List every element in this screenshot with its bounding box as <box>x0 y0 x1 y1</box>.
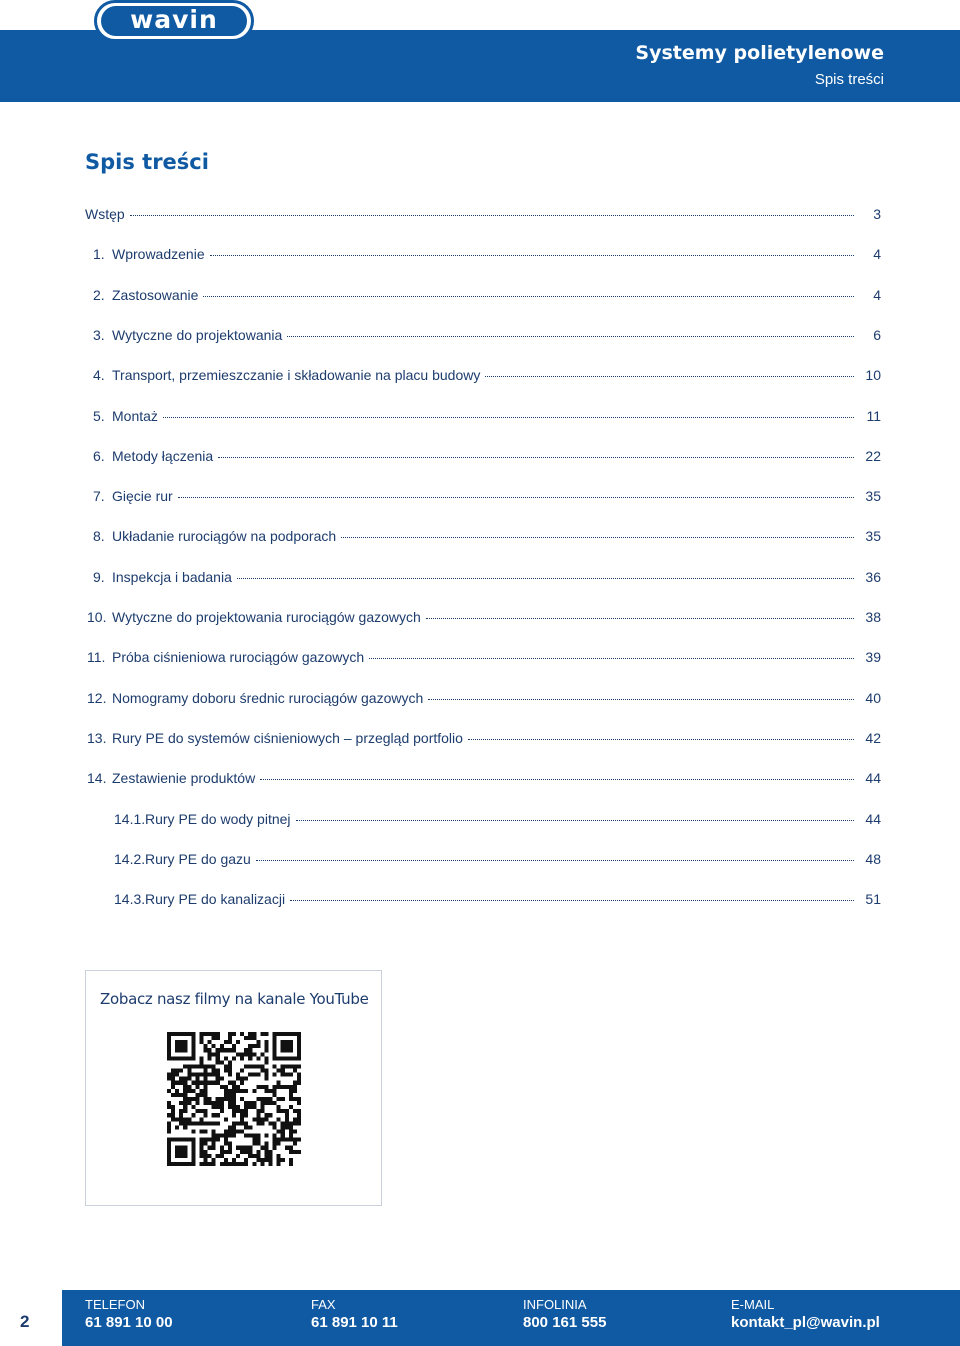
toc-dot-leader <box>163 417 854 418</box>
toc-entry[interactable] <box>85 287 881 307</box>
toc-entry-page: 51 <box>865 891 881 908</box>
toc-entry-number: 14.2. <box>114 850 146 867</box>
youtube-caption: Zobacz nasz filmy na kanale YouTube <box>100 990 369 1008</box>
toc-entry-page: 22 <box>865 447 881 464</box>
footer-fax <box>311 1297 398 1332</box>
toc-entry[interactable] <box>85 528 881 548</box>
footer-phone <box>85 1297 173 1332</box>
toc-entry[interactable] <box>85 327 881 347</box>
toc-entry[interactable] <box>85 690 881 710</box>
fax-label: FAX <box>311 1297 336 1312</box>
toc-entry-title: Rury PE do kanalizacji <box>145 891 286 908</box>
toc-entry-title: Próba ciśnieniowa rurociągów gazowych <box>112 649 365 666</box>
document-subtitle: Spis treści <box>814 71 884 88</box>
toc-entry-page: 42 <box>865 729 881 746</box>
footer-email <box>731 1297 880 1332</box>
toc-entry-number: 4. <box>93 367 105 384</box>
toc-entry-number: 14. <box>87 770 107 787</box>
toc-entry-page: 11 <box>866 407 881 424</box>
toc-entry-title: Metody łączenia <box>112 447 214 464</box>
toc-entry-number: 14.3. <box>114 891 146 908</box>
toc-entry-page: 10 <box>865 367 881 384</box>
toc-entry[interactable] <box>85 811 881 831</box>
toc-entry[interactable] <box>85 448 881 468</box>
toc-entry-number: 7. <box>93 488 105 505</box>
toc-entry[interactable] <box>85 609 881 629</box>
toc-dot-leader <box>296 820 854 821</box>
toc-entry-page: 44 <box>865 810 881 827</box>
toc-heading: Spis treści <box>85 150 209 174</box>
toc-entry[interactable] <box>85 206 881 226</box>
toc-entry-page: 36 <box>865 568 881 585</box>
toc-entry-title: Gięcie rur <box>112 488 173 505</box>
email-label: E-MAIL <box>731 1297 775 1312</box>
phone-label: TELEFON <box>85 1297 145 1312</box>
infoline-label: INFOLINIA <box>523 1297 587 1312</box>
email-value[interactable]: kontakt_pl@wavin.pl <box>731 1314 880 1331</box>
wavin-logo-inner <box>101 6 247 36</box>
toc-entry-page: 4 <box>873 246 881 263</box>
toc-dot-leader <box>178 497 854 498</box>
toc-dot-leader <box>341 537 854 538</box>
toc-entry-page: 3 <box>873 206 881 222</box>
toc-entry-number: 1. <box>93 246 105 263</box>
infoline-value[interactable]: 800 161 555 <box>523 1314 607 1331</box>
toc-entry[interactable] <box>85 891 881 911</box>
toc-dot-leader <box>130 215 854 216</box>
toc-entry-number: 3. <box>93 326 105 343</box>
toc-dot-leader <box>426 618 854 619</box>
toc-entry-title: Rury PE do systemów ciśnieniowych – przegląd portfolio <box>112 729 463 746</box>
toc-entry-number: 5. <box>93 407 105 424</box>
toc-entry-page: 4 <box>873 286 881 303</box>
toc-entry[interactable] <box>85 488 881 508</box>
toc-entry[interactable] <box>85 569 881 589</box>
toc-entry-page: 44 <box>865 770 881 787</box>
page-number: 2 <box>20 1312 30 1331</box>
toc-entry[interactable] <box>85 730 881 750</box>
toc-entry-page: 35 <box>865 528 881 545</box>
toc-entry-title: Montaż <box>112 407 158 424</box>
toc-entry-page: 48 <box>865 850 881 867</box>
toc-entry-page: 6 <box>873 326 881 343</box>
toc-entry-number: 14.1. <box>114 810 146 827</box>
toc-entry-title: Układanie rurociągów na podporach <box>112 528 337 545</box>
toc-dot-leader <box>290 900 854 901</box>
logo-text: wavin <box>130 5 218 34</box>
toc-entry-title: Wprowadzenie <box>112 246 205 263</box>
toc-dot-leader <box>237 578 854 579</box>
toc-dot-leader <box>287 336 854 337</box>
toc-entry-number: 9. <box>93 568 105 585</box>
toc-entry-title: Zastosowanie <box>112 286 199 303</box>
toc-entry-number: 8. <box>93 528 105 545</box>
toc-entry[interactable] <box>85 770 881 790</box>
toc-entry-title: Transport, przemieszczanie i składowanie na placu budowy <box>112 367 481 384</box>
toc-entry-number: 10. <box>87 609 107 625</box>
toc-entry[interactable] <box>85 367 881 387</box>
toc-dot-leader <box>210 255 854 256</box>
toc-entry-page: 39 <box>865 649 881 666</box>
toc-entry-number: 12. <box>87 689 107 706</box>
toc-entry[interactable] <box>85 649 881 669</box>
footer-infoline <box>523 1297 606 1332</box>
toc-entry-number: 11. <box>87 649 106 666</box>
toc-entry-page: 35 <box>865 488 881 505</box>
toc-dot-leader <box>256 860 854 861</box>
toc-dot-leader <box>260 779 854 780</box>
toc-entry-title: Wytyczne do projektowania rurociągów gazowych <box>112 609 421 625</box>
toc-entry-title: Zestawienie produktów <box>112 770 256 787</box>
toc-entry-title: Nomogramy doboru średnic rurociągów gazowych <box>112 689 424 706</box>
toc-entry-title: Rury PE do wody pitnej <box>145 810 291 827</box>
toc-dot-leader <box>485 376 854 377</box>
toc-entry-page: 40 <box>865 689 881 706</box>
toc-dot-leader <box>218 457 854 458</box>
toc-dot-leader <box>428 699 854 700</box>
toc-entry-title: Wstęp <box>85 206 125 222</box>
wavin-logo[interactable] <box>94 0 254 42</box>
youtube-box <box>85 970 382 1206</box>
toc-entry-title: Wytyczne do projektowania <box>112 326 283 343</box>
toc-dot-leader <box>369 658 854 659</box>
toc-entry-title: Inspekcja i badania <box>112 568 232 585</box>
fax-value: 61 891 10 11 <box>311 1314 398 1331</box>
toc-dot-leader <box>203 296 854 297</box>
toc-entry[interactable] <box>85 246 881 266</box>
phone-value[interactable]: 61 891 10 00 <box>85 1314 173 1331</box>
toc-entry[interactable] <box>85 408 881 428</box>
toc-entry[interactable] <box>85 851 881 871</box>
toc-entry-title: Rury PE do gazu <box>145 850 251 867</box>
toc-entry-number: 13. <box>87 729 107 746</box>
document-title: Systemy polietylenowe <box>635 42 884 64</box>
toc-entry-page: 38 <box>865 609 881 625</box>
toc-entry-number: 2. <box>93 286 105 303</box>
toc-entry-number: 6. <box>93 447 105 464</box>
qr-code-icon[interactable] <box>167 1032 301 1166</box>
toc-dot-leader <box>468 739 854 740</box>
